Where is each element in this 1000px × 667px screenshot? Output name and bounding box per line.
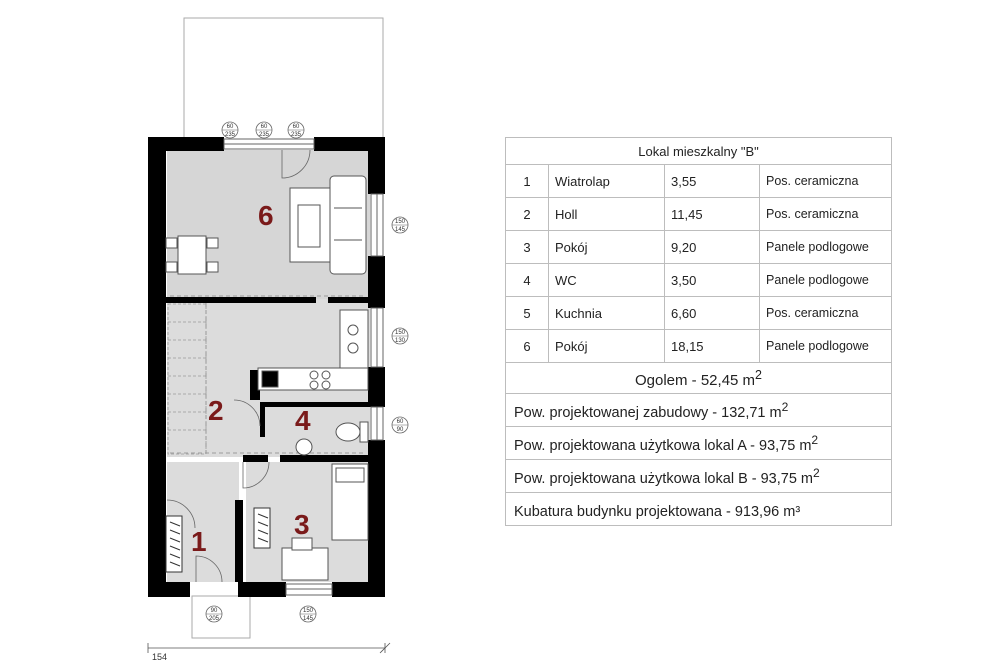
room-area: 18,15 bbox=[665, 330, 760, 363]
svg-text:60: 60 bbox=[292, 124, 300, 130]
svg-text:205: 205 bbox=[208, 616, 220, 622]
room-area: 3,55 bbox=[665, 165, 760, 198]
room-name: Holl bbox=[549, 198, 665, 231]
summary-built-area: Pow. projektowanej zabudowy - 132,71 $m^2$ bbox=[506, 394, 892, 427]
svg-text:150: 150 bbox=[302, 608, 314, 614]
room-name: Pokój bbox=[549, 231, 665, 264]
summary-usable-area-a: Pow. projektowana użytkowa lokal A - 93,75 $m^2$ bbox=[506, 427, 892, 460]
svg-text:90: 90 bbox=[210, 608, 218, 614]
room-no: 2 bbox=[506, 198, 549, 231]
window-tag bbox=[288, 122, 304, 138]
room-number-1: 1 bbox=[191, 526, 207, 557]
room-number-2: 2 bbox=[208, 395, 224, 426]
bed bbox=[332, 464, 368, 540]
svg-text:60: 60 bbox=[226, 124, 234, 130]
front-windows bbox=[286, 584, 332, 595]
window-tag bbox=[206, 606, 222, 622]
room-number-3: 3 bbox=[294, 509, 310, 540]
summary-usable-area-b: Pow. projektowana użytkowa lokal B - 93,75 $m^2$ bbox=[506, 460, 892, 493]
total-area: Ogolem - 52,45 $m^2$ bbox=[506, 363, 892, 394]
svg-text:235: 235 bbox=[290, 132, 302, 138]
room-no: 3 bbox=[506, 231, 549, 264]
table-row bbox=[506, 297, 892, 330]
room-schedule-table bbox=[505, 137, 892, 526]
sofa bbox=[290, 176, 366, 274]
room-area: 6,60 bbox=[665, 297, 760, 330]
svg-text:235: 235 bbox=[224, 132, 236, 138]
room-number-4: 4 bbox=[295, 405, 311, 436]
window-tag bbox=[300, 606, 316, 622]
window-tag bbox=[392, 417, 408, 433]
room-no: 6 bbox=[506, 330, 549, 363]
svg-text:235: 235 bbox=[258, 132, 270, 138]
svg-text:60: 60 bbox=[396, 419, 404, 425]
window-tag bbox=[222, 122, 238, 138]
rear-terrace bbox=[184, 18, 383, 140]
room-number-6: 6 bbox=[258, 200, 274, 231]
room-floor: Pos. ceramiczna bbox=[760, 297, 892, 330]
window-tag bbox=[256, 122, 272, 138]
table-title: Lokal mieszkalny "B" bbox=[506, 138, 892, 165]
summary-volume: Kubatura budynku projektowana - 913,96 m³ bbox=[506, 493, 892, 526]
room-area: 11,45 bbox=[665, 198, 760, 231]
room-area: 9,20 bbox=[665, 231, 760, 264]
svg-text:145: 145 bbox=[394, 227, 406, 233]
svg-text:145: 145 bbox=[302, 616, 314, 622]
room-name: Kuchnia bbox=[549, 297, 665, 330]
svg-text:60: 60 bbox=[260, 124, 268, 130]
room-floor: Pos. ceramiczna bbox=[760, 198, 892, 231]
room-name: Pokój bbox=[549, 330, 665, 363]
room-name: Wiatrolap bbox=[549, 165, 665, 198]
room-floor: Panele podlogowe bbox=[760, 231, 892, 264]
room-no: 1 bbox=[506, 165, 549, 198]
room-floor: Pos. ceramiczna bbox=[760, 165, 892, 198]
svg-text:90: 90 bbox=[396, 427, 404, 433]
dimension-line bbox=[148, 643, 390, 653]
rear-windows bbox=[224, 139, 314, 149]
table-row bbox=[506, 231, 892, 264]
room-area: 3,50 bbox=[665, 264, 760, 297]
floor-plan bbox=[0, 0, 480, 667]
window-tag bbox=[392, 328, 408, 344]
dimension-label: 154 bbox=[152, 652, 168, 662]
room-name: WC bbox=[549, 264, 665, 297]
room-floor: Panele podlogowe bbox=[760, 330, 892, 363]
table-row bbox=[506, 330, 892, 363]
svg-text:130: 130 bbox=[394, 338, 406, 344]
table-row bbox=[506, 264, 892, 297]
table-row bbox=[506, 198, 892, 231]
svg-text:150: 150 bbox=[394, 330, 406, 336]
room-no: 4 bbox=[506, 264, 549, 297]
window-tag bbox=[392, 217, 408, 233]
svg-text:150: 150 bbox=[394, 219, 406, 225]
room-no: 5 bbox=[506, 297, 549, 330]
table-row bbox=[506, 165, 892, 198]
room-floor: Panele podlogowe bbox=[760, 264, 892, 297]
